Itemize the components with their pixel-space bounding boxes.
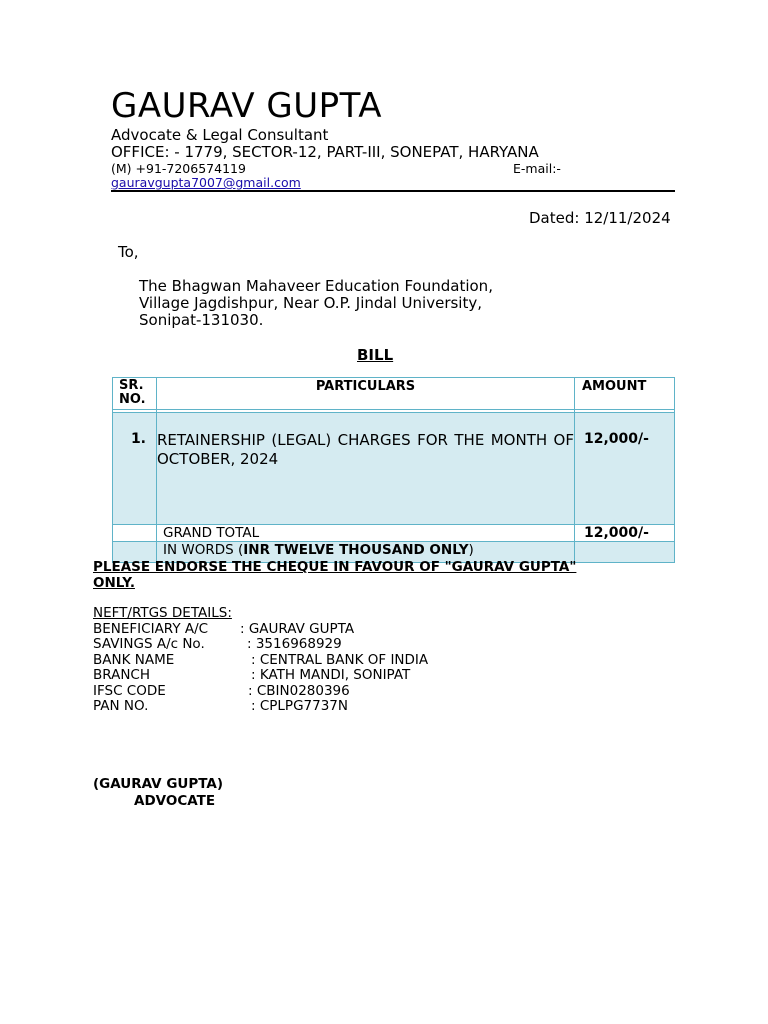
letterhead-email-link[interactable]: gauravgupta7007@gmail.com — [111, 175, 301, 190]
bank-detail-label: SAVINGS A/c No. — [93, 636, 205, 652]
bank-detail-row — [93, 636, 342, 652]
header-particulars: PARTICULARS — [157, 378, 575, 410]
bank-detail-label: PAN NO. — [93, 698, 149, 714]
bank-detail-value: : KATH MANDI, SONIPAT — [251, 667, 411, 683]
letterhead-office-address: OFFICE: - 1779, SECTOR-12, PART-III, SONEPAT, HARYANA — [111, 143, 539, 161]
bank-detail-row — [93, 698, 348, 714]
letterhead-name: GAURAV GUPTA — [111, 86, 383, 126]
recipient-address-line: Village Jagdishpur, Near O.P. Jindal University, — [139, 294, 482, 312]
bill-title: BILL — [357, 346, 394, 364]
bank-detail-row — [93, 652, 428, 668]
recipient-address-line: Sonipat-131030. — [139, 311, 264, 329]
letterhead-divider — [111, 190, 675, 192]
bill-date: Dated: 12/11/2024 — [529, 209, 671, 227]
header-amount: AMOUNT — [575, 378, 675, 410]
bank-detail-value: : CPLPG7737N — [251, 698, 348, 714]
endorse-line-1: PLEASE ENDORSE THE CHEQUE IN FAVOUR OF "GAURAV GUPTA" — [93, 559, 577, 575]
bank-detail-value: : 3516968929 — [247, 636, 342, 652]
bill-table — [112, 377, 675, 563]
bank-detail-value: : CBIN0280396 — [248, 683, 350, 699]
letterhead-designation: Advocate & Legal Consultant — [111, 126, 329, 144]
bank-detail-label: BRANCH — [93, 667, 151, 683]
table-header-row — [113, 378, 675, 410]
bank-detail-value: : GAURAV GUPTA — [240, 621, 355, 637]
signature-name: (GAURAV GUPTA) — [93, 776, 224, 792]
header-sr-line2: NO. — [119, 392, 146, 407]
bank-detail-label: IFSC CODE — [93, 683, 166, 699]
bank-detail-row — [93, 621, 354, 637]
signature-title: ADVOCATE — [134, 793, 216, 809]
bank-detail-row — [93, 683, 350, 699]
grand-total-label: GRAND TOTAL — [157, 525, 575, 542]
bank-detail-label: BENEFICIARY A/C — [93, 621, 209, 637]
item-particulars: RETAINERSHIP (LEGAL) CHARGES FOR THE MONTH OF OCTOBER, 2024 — [157, 413, 575, 525]
in-words-value: INR TWELVE THOUSAND ONLY — [243, 542, 469, 558]
in-words-prefix: IN WORDS ( — [163, 542, 244, 558]
in-words-suffix: ) — [468, 542, 474, 558]
header-sr-line1: SR. — [119, 378, 144, 393]
letterhead-email-label: E-mail:- — [513, 161, 561, 176]
bank-detail-row — [93, 667, 410, 683]
neft-details-title: NEFT/RTGS DETAILS: — [93, 605, 232, 621]
salutation-to: To, — [118, 243, 139, 261]
cheque-endorsement-note — [93, 559, 576, 591]
endorse-line-2: ONLY. — [93, 575, 135, 591]
grand-total-amount: 12,000/- — [575, 525, 675, 542]
bank-detail-value: : CENTRAL BANK OF INDIA — [251, 652, 429, 668]
header-sr-no — [113, 378, 157, 410]
item-amount: 12,000/- — [575, 413, 675, 525]
item-sr-no: 1. — [113, 413, 157, 525]
table-row — [113, 413, 675, 525]
grand-total-row — [113, 525, 675, 542]
bank-detail-label: BANK NAME — [93, 652, 175, 668]
letterhead-mobile: (M) +91-7206574119 — [111, 161, 246, 176]
recipient-address-line: The Bhagwan Mahaveer Education Foundation, — [139, 277, 493, 295]
